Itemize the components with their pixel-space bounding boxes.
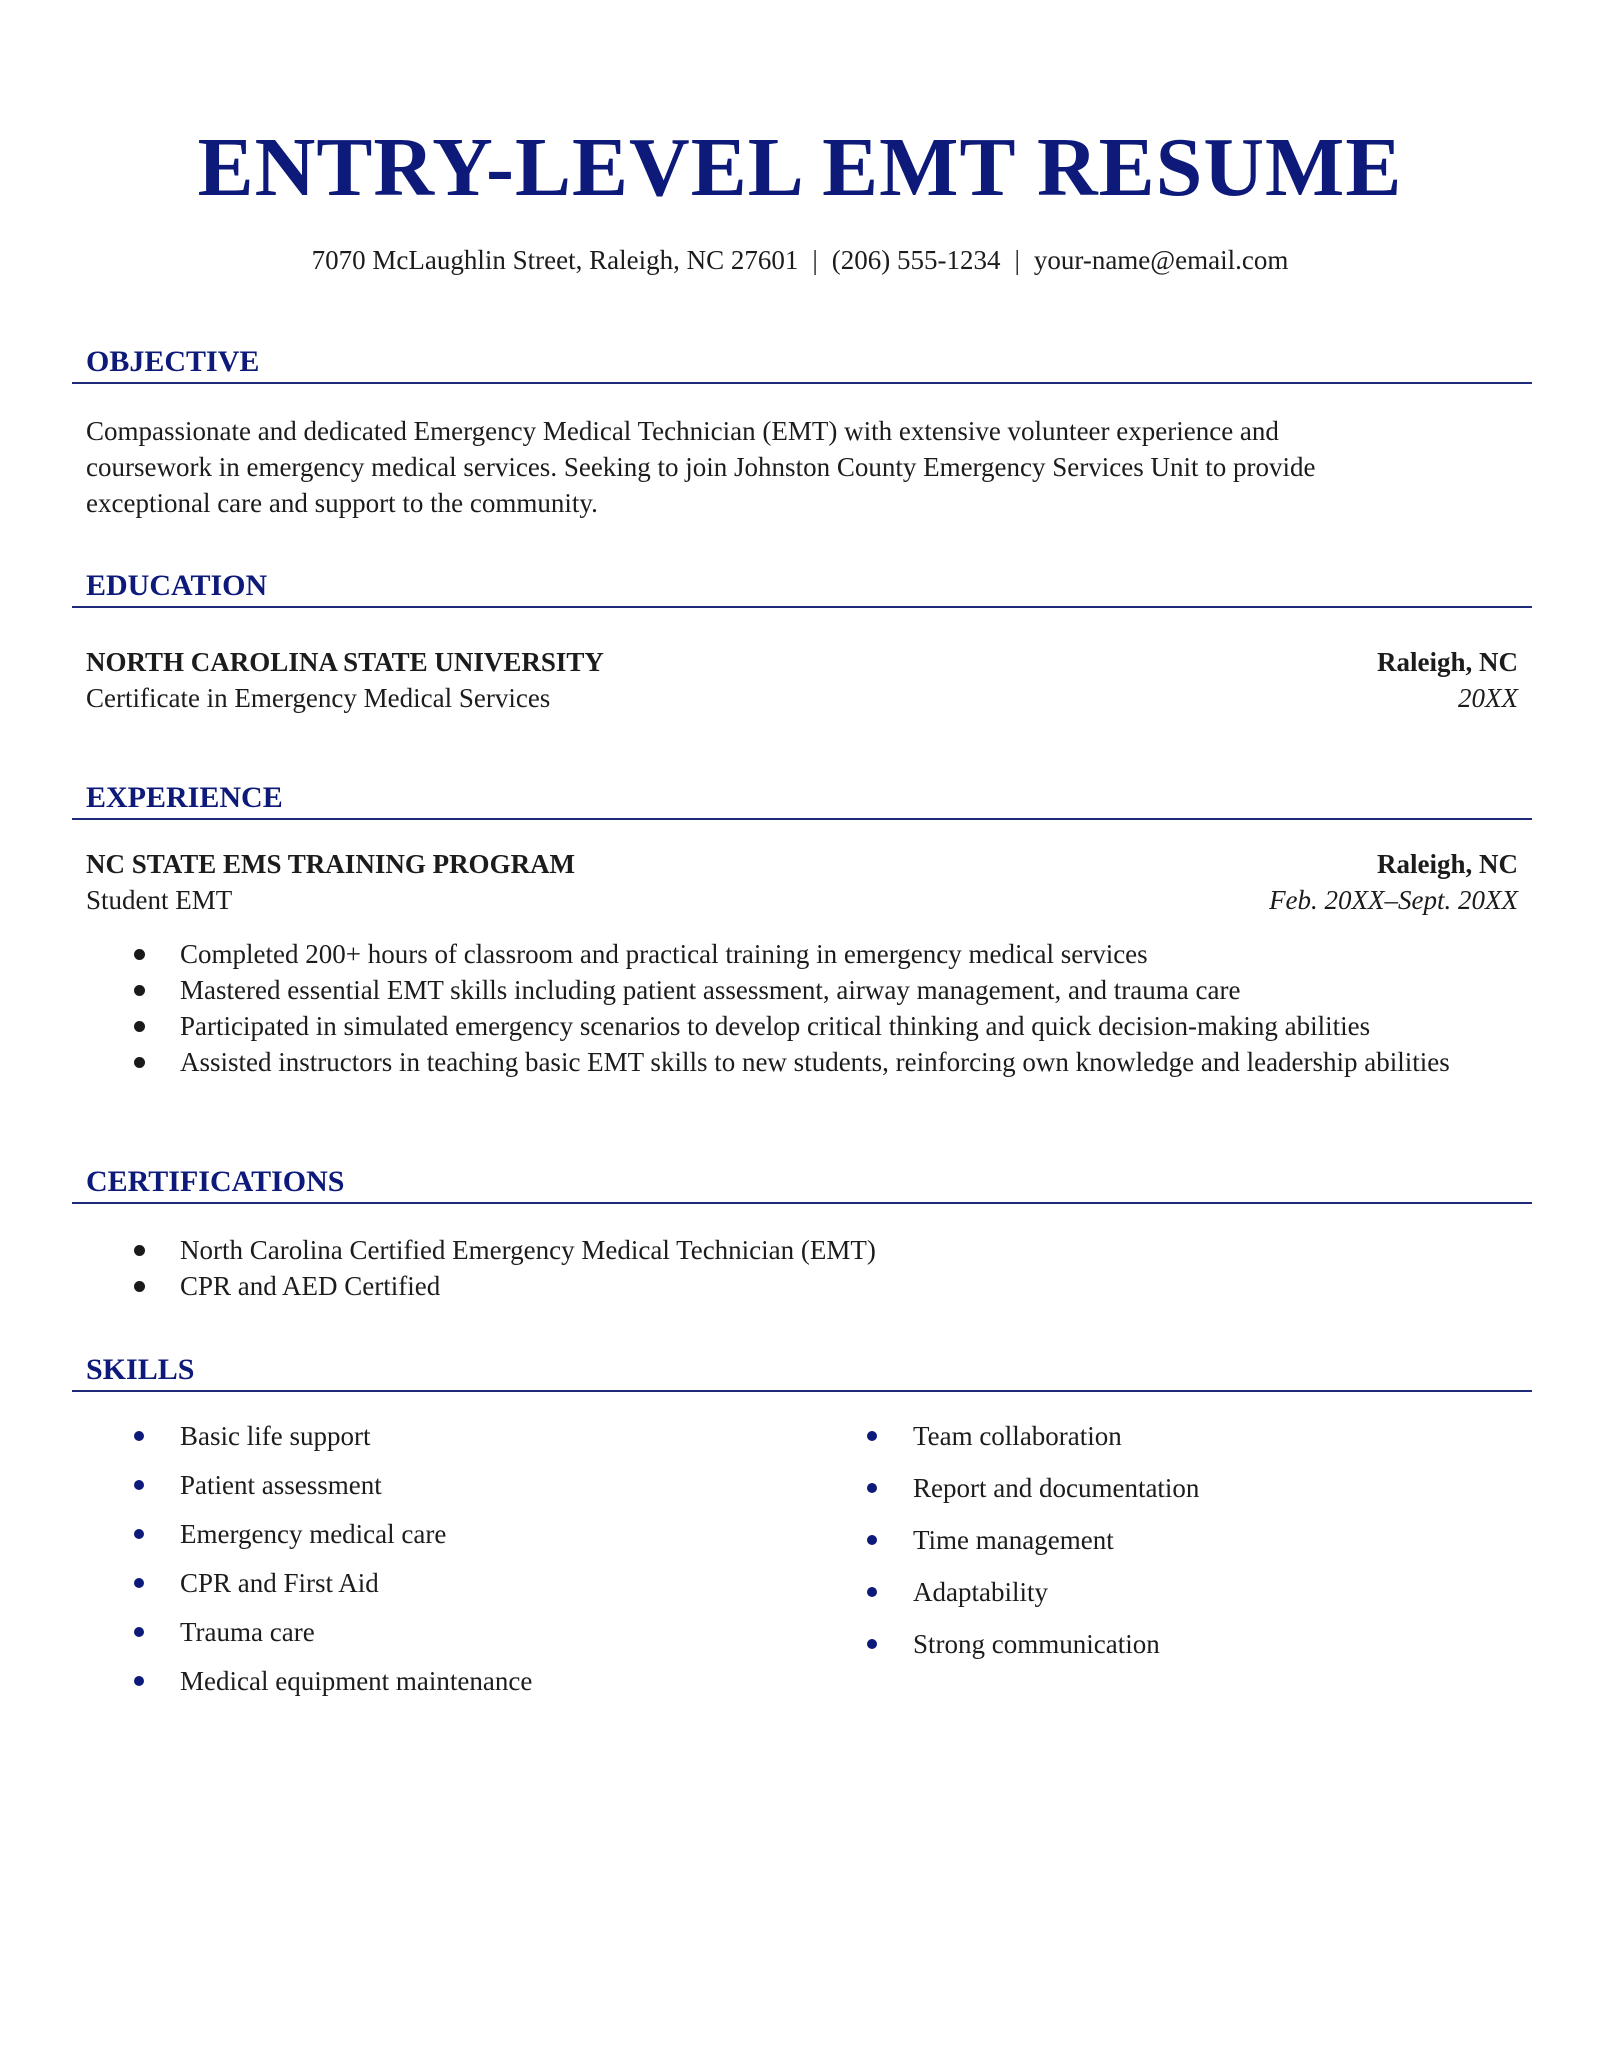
list-item bbox=[805, 1522, 1199, 1558]
skill-text: Strong communication bbox=[913, 1629, 1160, 1659]
section-heading: EDUCATION bbox=[72, 566, 1532, 608]
skills-list-right bbox=[805, 1418, 1199, 1712]
section-heading: EXPERIENCE bbox=[72, 778, 1532, 820]
bullet-icon bbox=[867, 1639, 877, 1649]
address: 7070 McLaughlin Street, Raleigh, NC 27601 bbox=[311, 245, 799, 275]
certification-text: CPR and AED Certified bbox=[180, 1271, 441, 1301]
list-item bbox=[72, 1268, 1532, 1304]
objective-section bbox=[72, 342, 1532, 521]
list-item bbox=[805, 1418, 1199, 1454]
bullet-icon bbox=[134, 1529, 144, 1539]
skills-section bbox=[72, 1350, 1532, 1712]
objective-text bbox=[72, 384, 1532, 521]
separator: | bbox=[812, 245, 818, 275]
certifications-section bbox=[72, 1162, 1532, 1304]
skill-text: Medical equipment maintenance bbox=[180, 1666, 533, 1696]
bullet-text: Mastered essential EMT skills including patient assessment, airway management, and trauma care bbox=[180, 975, 1241, 1005]
bullet-icon bbox=[134, 1281, 145, 1292]
list-item bbox=[72, 1614, 805, 1650]
list-item bbox=[72, 972, 1532, 1008]
skill-text: Emergency medical care bbox=[180, 1519, 447, 1549]
skill-text: CPR and First Aid bbox=[180, 1568, 379, 1598]
experience-detail-row bbox=[72, 882, 1532, 918]
school-location: Raleigh, NC bbox=[1377, 647, 1518, 677]
education-header-row bbox=[72, 644, 1532, 680]
list-item bbox=[72, 1044, 1532, 1080]
bullet-text: Completed 200+ hours of classroom and practical training in emergency medical services bbox=[180, 939, 1148, 969]
degree: Certificate in Emergency Medical Services bbox=[86, 683, 551, 713]
list-item bbox=[72, 1008, 1532, 1044]
education-section bbox=[72, 566, 1532, 716]
resume-title: ENTRY-LEVEL EMT RESUME bbox=[197, 121, 1403, 214]
job-dates: Feb. 20XX–Sept. 20XX bbox=[1269, 885, 1518, 915]
bullet-icon bbox=[134, 1245, 145, 1256]
objective-line: coursework in emergency medical services. Seeking to join Johnston County Emergency Services Unit to provide bbox=[86, 452, 1316, 482]
list-item bbox=[805, 1470, 1199, 1506]
experience-bullets bbox=[72, 936, 1532, 1080]
skill-text: Time management bbox=[913, 1525, 1114, 1555]
objective-line: exceptional care and support to the community. bbox=[86, 488, 598, 518]
separator: | bbox=[1014, 245, 1020, 275]
skill-text: Basic life support bbox=[180, 1421, 371, 1451]
bullet-text: Assisted instructors in teaching basic EMT skills to new students, reinforcing own knowledge and leadership abilities bbox=[180, 1047, 1450, 1077]
skills-columns bbox=[72, 1392, 1532, 1712]
bullet-icon bbox=[134, 1021, 145, 1032]
bullet-icon bbox=[134, 1627, 144, 1637]
certifications-list bbox=[72, 1204, 1532, 1304]
section-heading: CERTIFICATIONS bbox=[72, 1162, 1532, 1204]
list-item bbox=[72, 1467, 805, 1503]
bullet-icon bbox=[134, 1676, 144, 1686]
list-item bbox=[72, 1232, 1532, 1268]
school-name: NORTH CAROLINA STATE UNIVERSITY bbox=[86, 647, 604, 677]
bullet-icon bbox=[134, 1431, 144, 1441]
skill-text: Trauma care bbox=[180, 1617, 315, 1647]
skills-list-left bbox=[72, 1418, 805, 1712]
skill-text: Report and documentation bbox=[913, 1473, 1200, 1503]
phone: (206) 555-1234 bbox=[831, 245, 1001, 275]
objective-line: Compassionate and dedicated Emergency Medical Technician (EMT) with extensive volunteer experience and bbox=[86, 416, 1279, 446]
list-item bbox=[72, 1663, 805, 1699]
experience-section bbox=[72, 778, 1532, 1080]
section-heading: OBJECTIVE bbox=[72, 342, 1532, 384]
bullet-text: Participated in simulated emergency scenarios to develop critical thinking and quick decision-making abilities bbox=[180, 1011, 1371, 1041]
education-detail-row bbox=[72, 680, 1532, 716]
bullet-icon bbox=[867, 1431, 877, 1441]
certification-text: North Carolina Certified Emergency Medical Technician (EMT) bbox=[180, 1235, 876, 1265]
organization-name: NC STATE EMS TRAINING PROGRAM bbox=[86, 849, 576, 879]
skill-text: Adaptability bbox=[913, 1577, 1048, 1607]
experience-header-row bbox=[72, 846, 1532, 882]
list-item bbox=[805, 1626, 1199, 1662]
email: your-name@email.com bbox=[1033, 245, 1289, 275]
list-item bbox=[805, 1574, 1199, 1610]
section-heading: SKILLS bbox=[72, 1350, 1532, 1392]
bullet-icon bbox=[867, 1535, 877, 1545]
skill-text: Team collaboration bbox=[913, 1421, 1122, 1451]
bullet-icon bbox=[134, 1480, 144, 1490]
bullet-icon bbox=[134, 985, 145, 996]
bullet-icon bbox=[867, 1587, 877, 1597]
list-item bbox=[72, 1418, 805, 1454]
list-item bbox=[72, 1565, 805, 1601]
list-item bbox=[72, 936, 1532, 972]
education-date: 20XX bbox=[1458, 683, 1518, 713]
skill-text: Patient assessment bbox=[180, 1470, 382, 1500]
contact-line bbox=[0, 242, 1600, 278]
bullet-icon bbox=[134, 949, 145, 960]
list-item bbox=[72, 1516, 805, 1552]
organization-location: Raleigh, NC bbox=[1377, 849, 1518, 879]
bullet-icon bbox=[867, 1483, 877, 1493]
job-role: Student EMT bbox=[86, 885, 233, 915]
bullet-icon bbox=[134, 1578, 144, 1588]
bullet-icon bbox=[134, 1057, 145, 1068]
